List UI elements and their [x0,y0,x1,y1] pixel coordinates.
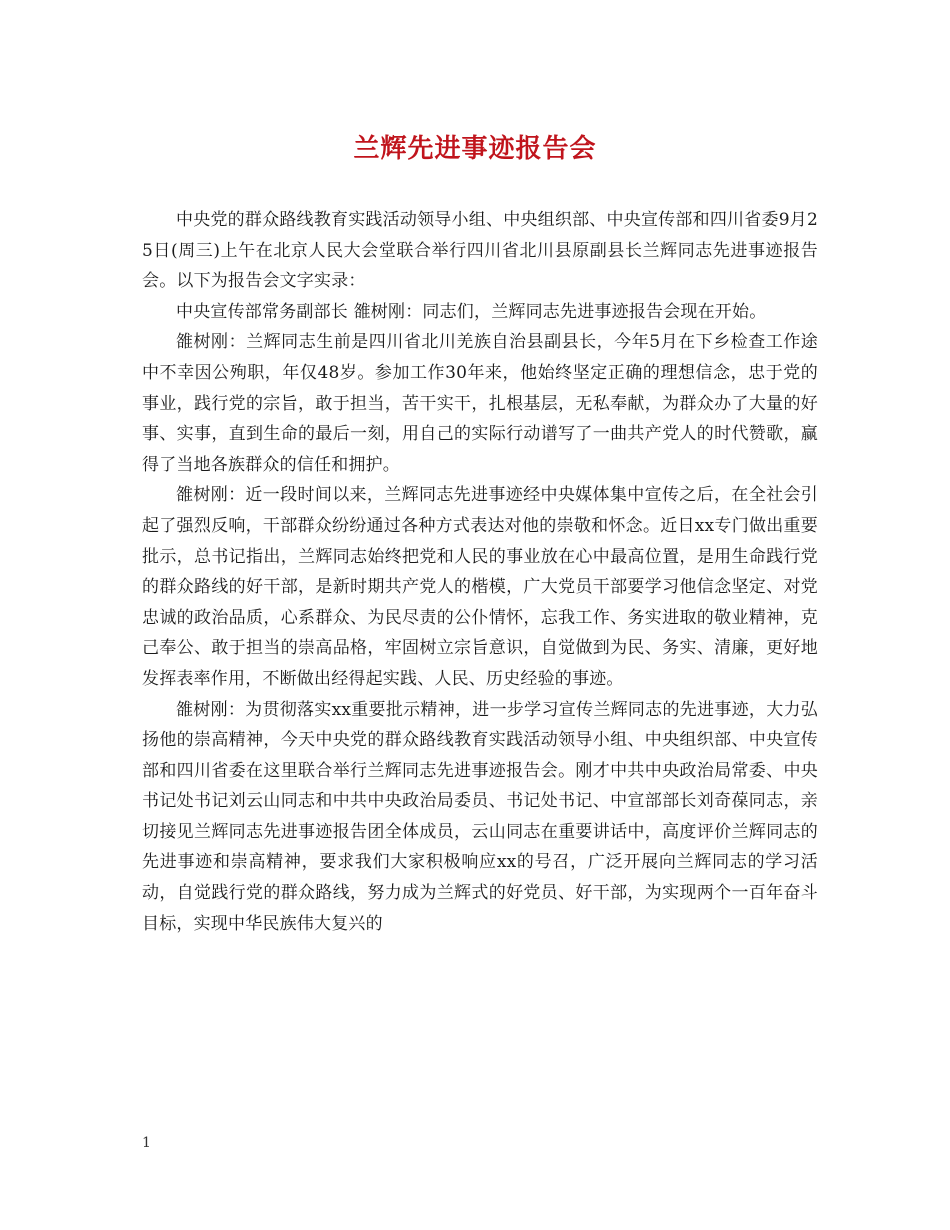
page-number: 1 [142,1135,151,1151]
paragraph: 中央宣传部常务副部长 雒树刚：同志们，兰辉同志先进事迹报告会现在开始。 [176,301,767,322]
document-body [142,205,818,939]
paragraph: 雒树刚：近一段时间以来，兰辉同志先进事迹经中央媒体集中宣传之后，在全社会引起了强烈反响，干部群众纷纷通过各种方式表达对他的崇敬和怀念。近日xx专门做出重要批示，总书记指出，兰辉同志始终把党和人民的事业放在心中最高位置，是用生命践行党的群众路线的好干部，是新时期共产党人的楷模，广大党员干部要学习他信念坚定、对党忠诚的政治品质，心系群众、为民尽责的公仆情怀，忘我工作、务实进取的敬业精神，克己奉公、敢于担当的崇高品格，牢固树立宗旨意识，自觉做到为民、务实、清廉，更好地发挥表率作用，不断做出经得起实践、人民、历史经验的事迹。 [142,485,818,689]
paragraph: 中央党的群众路线教育实践活动领导小组、中央组织部、中央宣传部和四川省委9月25日(周三)上午在北京人民大会堂联合举行四川省北川县原副县长兰辉同志先进事迹报告会。以下为报告会文字实录： [142,210,818,292]
paragraph: 雒树刚：兰辉同志生前是四川省北川羌族自治县副县长，今年5月在下乡检查工作途中不幸因公殉职，年仅48岁。参加工作30年来，他始终坚定正确的理想信念，忠于党的事业，践行党的宗旨，敢于担当，苦干实干，扎根基层，无私奉献，为群众办了大量的好事、实事，直到生命的最后一刻，用自己的实际行动谱写了一曲共产党人的时代赞歌，赢得了当地各族群众的信任和拥护。 [142,332,818,475]
document-title: 兰辉先进事迹报告会 [353,134,597,164]
paragraph: 雒树刚：为贯彻落实xx重要批示精神，进一步学习宣传兰辉同志的先进事迹，大力弘扬他的崇高精神，今天中央党的群众路线教育实践活动领导小组、中央组织部、中央宣传部和四川省委在这里联合举行兰辉同志先进事迹报告会。刚才中共中央政治局常委、中央书记处书记刘云山同志和中共中央政治局委员、书记处书记、中宣部部长刘奇葆同志，亲切接见兰辉同志先进事迹报告团全体成员，云山同志在重要讲话中，高度评价兰辉同志的先进事迹和崇高精神，要求我们大家积极响应xx的号召，广泛开展向兰辉同志的学习活动，自觉践行党的群众路线，努力成为兰辉式的好党员、好干部，为实现两个一百年奋斗目标，实现中华民族伟大复兴的 [142,699,818,934]
